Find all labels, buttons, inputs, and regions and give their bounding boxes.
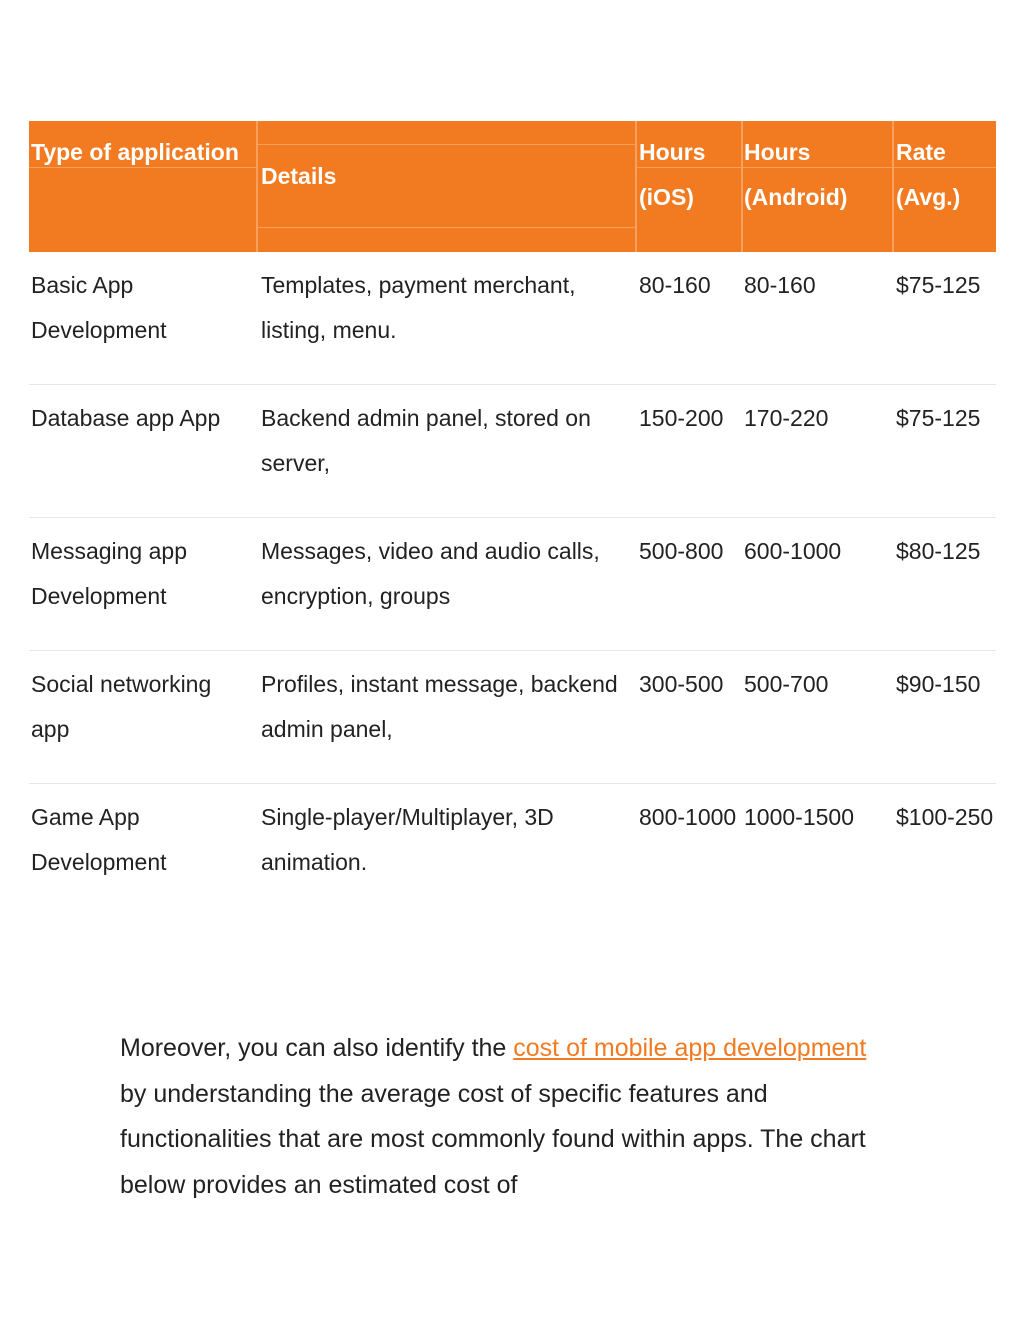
cell-hours-ios: 800-1000 (639, 804, 737, 830)
header-divider (635, 121, 637, 252)
cell-details: Templates, payment merchant, listing, menu. (261, 272, 576, 343)
cell-rate: $75-125 (896, 272, 981, 298)
cell-hours-ios: 80-160 (639, 272, 711, 298)
header-type-of-application: Type of application (31, 139, 239, 165)
cell-hours-ios: 150-200 (639, 405, 724, 431)
cell-application-type: Database app App (31, 405, 221, 431)
cell-rate: $75-125 (896, 405, 981, 431)
cost-table (29, 121, 996, 916)
cell-hours-android: 80-160 (744, 272, 816, 298)
cell-hours-ios: 300-500 (639, 671, 724, 697)
cell-hours-android: 1000-1500 (744, 804, 854, 830)
table-row (29, 518, 996, 651)
header-hours-android: Hours (Android) (744, 139, 848, 210)
table-row (29, 252, 996, 385)
cell-details: Single-player/Multiplayer, 3D animation. (261, 804, 554, 875)
cell-application-type: Social networking app (31, 671, 212, 742)
cell-details: Profiles, instant message, backend admin panel, (261, 671, 618, 742)
cell-hours-android: 170-220 (744, 405, 829, 431)
cost-of-mobile-app-development-link[interactable]: cost of mobile app development (513, 1034, 867, 1062)
cell-application-type: Game App Development (31, 804, 167, 875)
header-hours-ios: Hours (iOS) (639, 139, 706, 210)
cell-hours-android: 600-1000 (744, 538, 842, 564)
cell-rate: $100-250 (896, 804, 994, 830)
body-paragraph (120, 1026, 880, 1208)
table-row (29, 385, 996, 518)
paragraph-text-before-link: Moreover, you can also identify the (120, 1034, 514, 1062)
paragraph-text-after-link: by understanding the average cost of specific features and functionalities that are most commonly found within apps. The chart below provides an estimated cost of (120, 1079, 866, 1199)
header-rate: Rate (Avg.) (896, 139, 961, 210)
cell-application-type: Basic App Development (31, 272, 167, 343)
table-row (29, 651, 996, 784)
cell-hours-android: 500-700 (744, 671, 829, 697)
cell-application-type: Messaging app Development (31, 538, 187, 609)
table-header (29, 121, 996, 252)
header-divider (256, 121, 258, 252)
cell-rate: $80-125 (896, 538, 981, 564)
table-row (29, 784, 996, 916)
header-details: Details (261, 163, 337, 189)
cell-rate: $90-150 (896, 671, 981, 697)
header-divider (741, 121, 743, 252)
cell-hours-ios: 500-800 (639, 538, 724, 564)
cell-details: Messages, video and audio calls, encryption, groups (261, 538, 600, 609)
cell-details: Backend admin panel, stored on server, (261, 405, 591, 476)
